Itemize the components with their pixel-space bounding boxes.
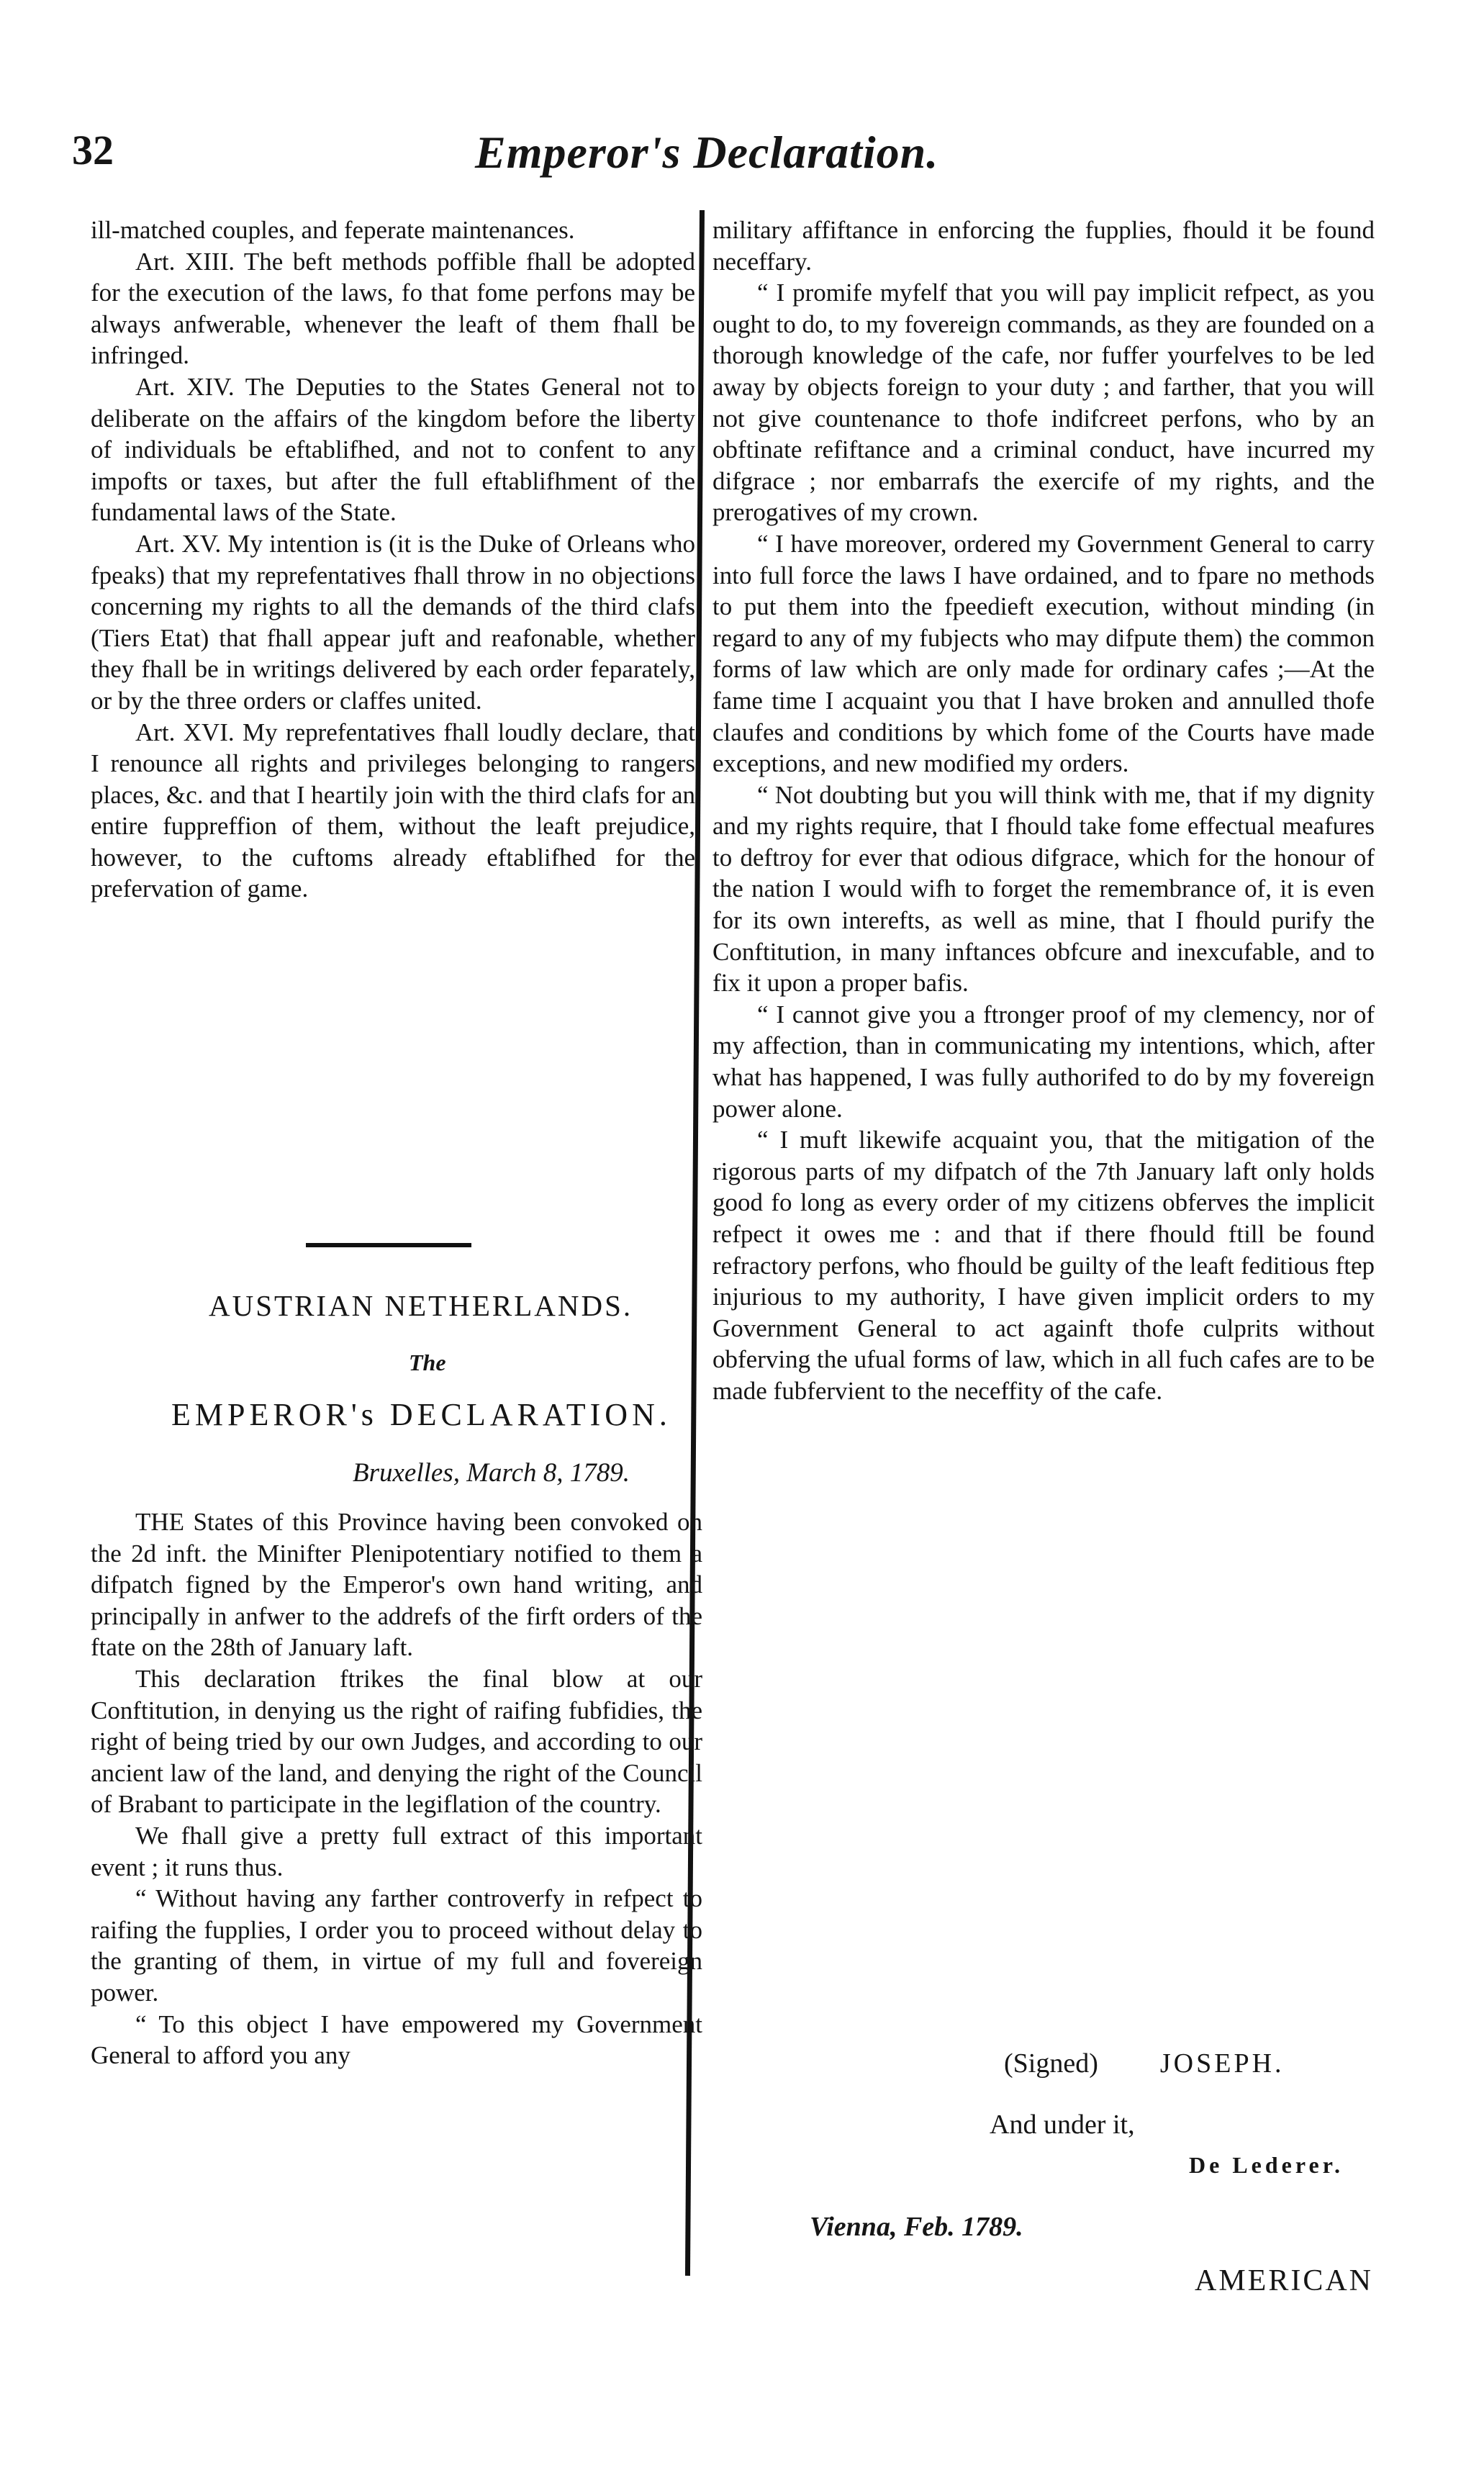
under-it-text: And under it, bbox=[990, 2110, 1135, 2140]
dateline: Bruxelles, March 8, 1789. bbox=[353, 1458, 630, 1488]
declaration-paragraph: “ I have moreover, ordered my Government General to carry into full force the laws I have ordained, and to fpare no methods to put them into the fpeedieft execution, without minding (in regard to any of my fubjects who may difpute them) the common forms of law which are only made for ordinary cafes ;—At the fame time I acquaint you that I have broken and annulled thofe claufes and conditions by which fome of the Courts have made exceptions, and new modified my orders. bbox=[712, 529, 1375, 778]
declaration-paragraph: “ Not doubting but you will think with me, that if my dignity and my rights require, that I fhould take fome effectual meafures to deftroy for ever that odious difgrace, which for the honour of the nation I would wifh to forget the remembrance of, it is even for its own interefts, as well as mine, that I fhould purify the Conftitution, in many inftances obfcure and inexcufable, and to fix it upon a proper bafis. bbox=[712, 780, 1375, 998]
place-date: Vienna, Feb. 1789. bbox=[810, 2212, 1023, 2242]
declaration-paragraph: “ Without having any farther controverfy in refpect to raifing the fupplies, I order you to proceed without delay to the granting of them, in virtue of my full and fovereign power. bbox=[91, 1884, 702, 2007]
right-column-declaration bbox=[712, 214, 1375, 1407]
declaration-paragraph: This declaration ftrikes the final blow at our Conftitution, in denying us the right of raifing fubfidies, the right of being tried by our own Judges, and according to our ancient law of the land, and denying the right of the Council of Brabant to participate in the legiflation of the country. bbox=[91, 1664, 702, 1819]
article-xvi: Art. XVI. My reprefentatives fhall loudly declare, that I renounce all rights and privileges belonging to rangers places, &c. and that I heartily join with the third clafs for an entire fuppreffion of them, without the leaft prejudice, however, to the cuftoms already eftablifhed for the prefervation of game. bbox=[91, 718, 695, 903]
article-xiv: Art. XIV. The Deputies to the States General not to deliberate on the affairs of the kingdom before the liberty of individuals be eftablifhed, and not to confent to any impofts or taxes, but after the full eftablifhment of the fundamental laws of the State. bbox=[91, 372, 695, 527]
declaration-title: EMPEROR's DECLARATION. bbox=[171, 1397, 671, 1432]
page-number: 32 bbox=[72, 127, 114, 173]
section-heading: AUSTRIAN NETHERLANDS. bbox=[209, 1289, 633, 1322]
declaration-paragraph: We fhall give a pretty full extract of this important event ; it runs thus. bbox=[91, 1821, 702, 1881]
article-continuation: ill-matched couples, and feperate maintenances. bbox=[91, 216, 575, 244]
signature-line bbox=[1004, 2048, 1285, 2079]
running-title: Emperor's Declaration. bbox=[475, 127, 939, 178]
declaration-continuation: military affiftance in enforcing the fupplies, fhould it be found neceffary. bbox=[712, 216, 1375, 276]
declaration-paragraph: “ I cannot give you a ftronger proof of my clemency, nor of my affection, than in communicating my intentions, which, after what has happened, I was fully authorifed to do by my fovereign power alone. bbox=[712, 1000, 1375, 1123]
left-column-articles bbox=[91, 214, 695, 905]
left-column-declaration bbox=[91, 1506, 702, 2071]
declaration-paragraph: “ I promife myfelf that you will pay implicit refpect, as you ought to do, to my fovereign commands, as they are founded on a thorough knowledge of the cafe, nor fuffer yourfelves to be led away by objects foreign to your duty ; and farther, that you will not give countenance to thofe indifcreet perfons, who by an obftinate refiftance and a criminal conduct, have incurred my difgrace ; nor embarrafs the exercife of my rights, and the prerogatives of my crown. bbox=[712, 279, 1375, 527]
countersignature: De Lederer. bbox=[1189, 2152, 1344, 2178]
declaration-paragraph: “ To this object I have empowered my Government General to afford you any bbox=[91, 2009, 702, 2070]
page-header bbox=[72, 126, 1411, 191]
signed-label: (Signed) bbox=[1004, 2048, 1098, 2079]
catchword: AMERICAN bbox=[1195, 2264, 1374, 2297]
article-xv: Art. XV. My intention is (it is the Duke of Orleans who fpeaks) that my reprefentatives fhall throw in no objections concerning my rights to all the demands of the third clafs (Tiers Etat) that fhall appear juft and reafonable, whether they fhall be in writings delivered by each order feparately, or by the three orders or claffes united. bbox=[91, 529, 695, 715]
signatory-name: JOSEPH. bbox=[1159, 2048, 1285, 2079]
declaration-paragraph: “ I muft likewife acquaint you, that the mitigation of the rigorous parts of my difpatch of the 7th January laft only holds good fo long as every order of my citizens obferves the implicit refpect it owes me : and that if there fhould ftill be found refractory perfons, who fhould be guilty of the leaft feditious ftep injurious to my authority, I have given implicit orders to my Government General to act againft thofe culprits without obferving the ufual forms of law, which in all fuch cafes are to be made fubfervient to the neceffity of the cafe. bbox=[712, 1126, 1375, 1405]
section-the: The bbox=[409, 1349, 446, 1375]
section-divider bbox=[306, 1243, 471, 1247]
article-xiii: Art. XIII. The beft methods poffible fhall be adopted for the execution of the laws, fo that fome perfons may be always anfwerable, whenever the leaft of them fhall be infringed. bbox=[91, 247, 695, 370]
declaration-paragraph: THE States of this Province having been convoked on the 2d inft. the Minifter Plenipotentiary notified to them a difpatch figned by the Emperor's own hand writing, and principally in anfwer to the addrefs of the firft orders of the ftate on the 28th of January laft. bbox=[91, 1508, 702, 1662]
